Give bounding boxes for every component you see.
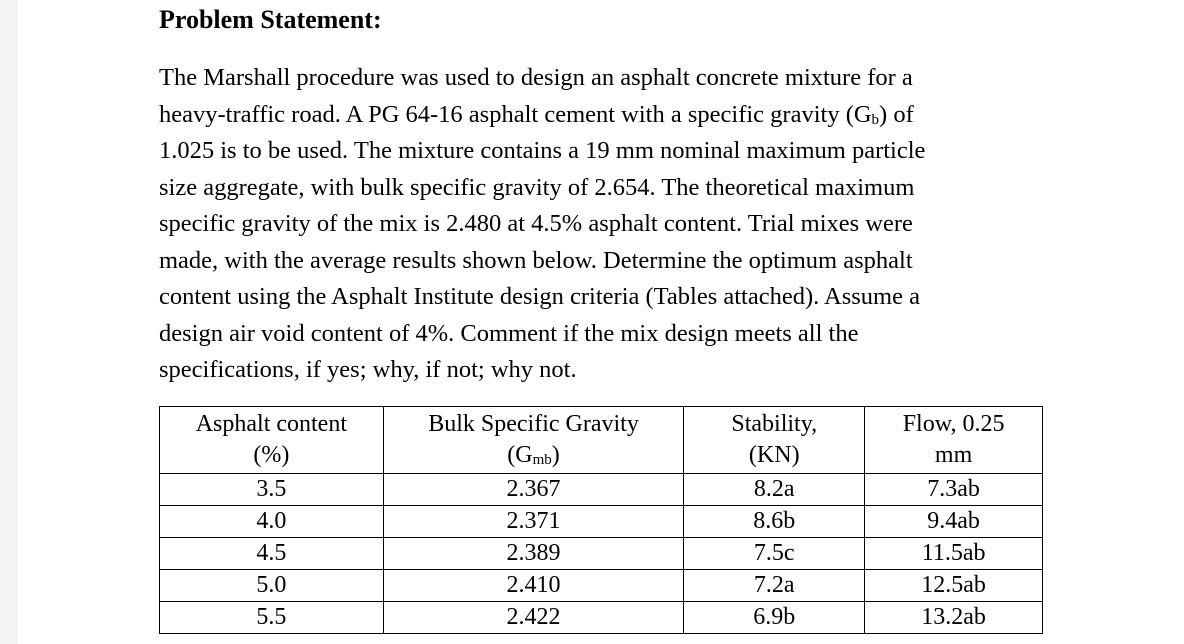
cell-flow: 13.2ab — [865, 602, 1043, 634]
header-bulk-specific-gravity: Bulk Specific Gravity $(G_{mb})$ — [383, 407, 684, 474]
paragraph-line: The Marshall procedure was used to design an asphalt concrete mixture for a — [159, 64, 913, 91]
table-header-row — [160, 407, 1043, 474]
trial-mix-results-table — [159, 406, 1043, 634]
table-row — [160, 506, 1043, 538]
table-row — [160, 538, 1043, 570]
cell-stability: 8.2a — [684, 474, 865, 506]
cell-stability: 7.5c — [684, 538, 865, 570]
paragraph-line: specifications, if yes; why, if not; why not. — [159, 356, 577, 383]
paragraph-line: made, with the average results shown below. Determine the optimum asphalt — [159, 246, 913, 274]
cell-bulk-specific-gravity: 2.371 — [383, 506, 684, 538]
cell-asphalt-content: 5.5 — [160, 602, 384, 634]
table-row — [160, 570, 1043, 602]
cell-asphalt-content: 4.0 — [160, 506, 384, 538]
paragraph-line: heavy-traffic road. A PG 64-16 asphalt cement with a specific gravity $(G_b)$ of — [159, 100, 914, 128]
document-page — [18, 0, 1184, 644]
paragraph-line: 1.025 is to be used. The mixture contains a 19 mm nominal maximum particle — [159, 137, 926, 164]
cell-flow: 11.5ab — [865, 538, 1043, 570]
cell-stability: 8.6b — [684, 506, 865, 538]
cell-stability: 7.2a — [684, 570, 865, 602]
paragraph-line: size aggregate, with bulk specific gravity of 2.654. The theoretical maximum — [159, 173, 915, 201]
cell-stability: 6.9b — [684, 602, 865, 634]
cell-bulk-specific-gravity: 2.389 — [383, 538, 684, 570]
paragraph-line: design air void content of 4%. Comment if the mix design meets all the — [159, 319, 859, 347]
cell-bulk-specific-gravity: 2.422 — [383, 602, 684, 634]
cell-asphalt-content: 4.5 — [160, 538, 384, 570]
cell-asphalt-content: 5.0 — [160, 570, 384, 602]
table-row — [160, 602, 1043, 634]
table-row — [160, 474, 1043, 506]
cell-flow: 7.3ab — [865, 474, 1043, 506]
cell-bulk-specific-gravity: 2.410 — [383, 570, 684, 602]
header-stability: Stability, (KN) — [684, 407, 865, 474]
problem-paragraph — [159, 60, 1044, 389]
cell-bulk-specific-gravity: 2.367 — [383, 474, 684, 506]
cell-asphalt-content: 3.5 — [160, 474, 384, 506]
header-flow: Flow, 0.25 mm — [865, 407, 1043, 474]
subscript-b: b — [871, 111, 880, 128]
paragraph-line: content using the Asphalt Institute design criteria (Tables attached). Assume a — [159, 283, 920, 310]
page-title: Problem Statement: — [159, 5, 382, 34]
cell-flow: 12.5ab — [865, 570, 1043, 602]
paragraph-line: specific gravity of the mix is 2.480 at 4.5% asphalt content. Trial mixes were — [159, 210, 913, 237]
cell-flow: 9.4ab — [865, 506, 1043, 538]
header-asphalt-content: Asphalt content (%) — [160, 407, 384, 474]
